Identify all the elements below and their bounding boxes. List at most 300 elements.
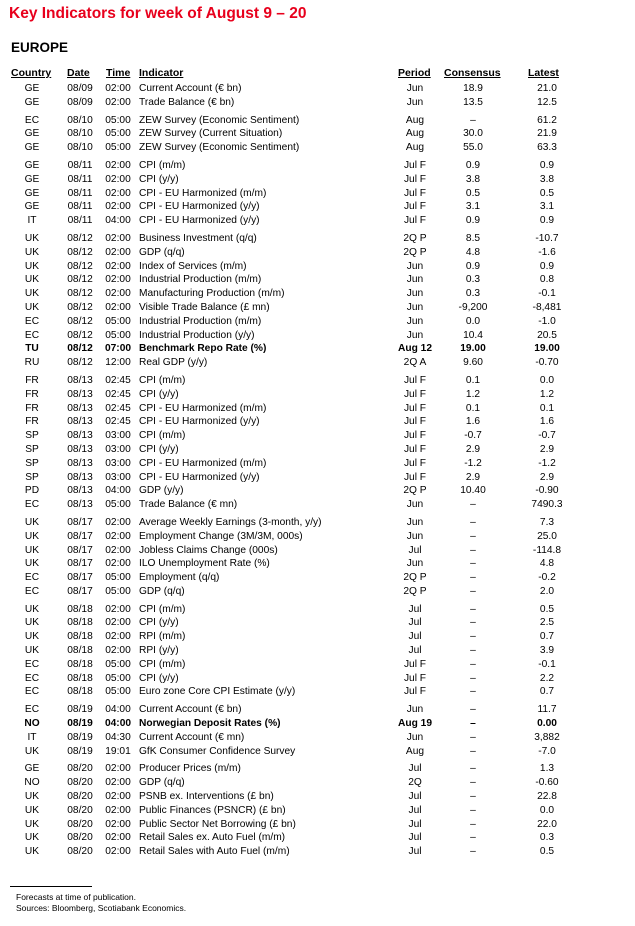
cell-latest: 7.3 <box>539 516 555 528</box>
cell-indicator: ZEW Survey (Current Situation) <box>139 128 283 140</box>
cell-country: SP <box>25 471 39 483</box>
cell-latest: -10.7 <box>535 232 559 244</box>
cell-time: 02:00 <box>105 846 131 858</box>
cell-consensus: – <box>470 745 476 757</box>
cell-consensus: – <box>470 658 476 670</box>
table-row <box>0 96 635 110</box>
row-group <box>0 159 635 228</box>
cell-time: 02:00 <box>105 603 131 615</box>
cell-indicator: CPI - EU Harmonized (y/y) <box>139 416 260 428</box>
cell-indicator: CPI (m/m) <box>139 603 186 615</box>
row-group <box>0 703 635 758</box>
table-row <box>0 585 635 599</box>
cell-time: 05:00 <box>105 315 131 327</box>
cell-consensus: – <box>470 804 476 816</box>
cell-indicator: CPI (m/m) <box>139 658 186 670</box>
cell-time: 02:00 <box>105 232 131 244</box>
cell-consensus: – <box>470 672 476 684</box>
cell-period: Jun <box>406 499 424 511</box>
cell-latest: 2.0 <box>539 585 555 597</box>
cell-indicator: Producer Prices (m/m) <box>139 763 241 775</box>
cell-date: 08/12 <box>67 288 93 300</box>
cell-indicator: Benchmark Repo Rate (%) <box>139 343 267 355</box>
table-row <box>0 273 635 287</box>
cell-indicator: Jobless Claims Change (000s) <box>139 544 278 556</box>
cell-consensus: 10.4 <box>463 329 483 341</box>
cell-time: 05:00 <box>105 329 131 341</box>
cell-consensus: 2.9 <box>465 471 481 483</box>
footnote-sources: Sources: Bloomberg, Scotiabank Economics. <box>16 903 187 913</box>
cell-country: EC <box>24 585 40 597</box>
cell-date: 08/12 <box>67 260 93 272</box>
cell-indicator: CPI - EU Harmonized (y/y) <box>139 201 260 213</box>
cell-consensus: 0.1 <box>465 402 481 414</box>
row-group <box>0 232 635 370</box>
cell-time: 02:00 <box>105 187 131 199</box>
cell-period: Jun <box>406 274 424 286</box>
cell-date: 08/18 <box>67 686 93 698</box>
table-row <box>0 831 635 845</box>
cell-period: Jun <box>406 731 424 743</box>
cell-time: 04:30 <box>105 731 131 743</box>
table-row <box>0 571 635 585</box>
cell-country: EC <box>24 572 40 584</box>
cell-latest: 2.2 <box>539 672 555 684</box>
cell-country: SP <box>25 457 39 469</box>
cell-time: 02:00 <box>105 173 131 185</box>
cell-latest: 21.0 <box>537 83 557 94</box>
cell-consensus: -1.2 <box>464 457 482 469</box>
cell-country: GE <box>24 83 40 94</box>
header-country: Country <box>11 67 52 79</box>
table-row <box>0 530 635 544</box>
header-indicator: Indicator <box>139 67 184 79</box>
cell-time: 02:00 <box>105 516 131 528</box>
table-row <box>0 301 635 315</box>
cell-date: 08/17 <box>67 530 93 542</box>
cell-country: EC <box>24 672 40 684</box>
table-row <box>0 603 635 617</box>
cell-time: 12:00 <box>105 357 131 369</box>
cell-period: Jun <box>406 329 424 341</box>
row-group <box>0 603 635 700</box>
cell-indicator: Trade Balance (€ bn) <box>139 96 235 108</box>
cell-consensus: 3.1 <box>465 201 481 213</box>
cell-country: GE <box>24 763 40 775</box>
page-title: Key Indicators for week of August 9 – 20 <box>9 5 307 22</box>
cell-time: 07:00 <box>104 343 132 355</box>
table-row <box>0 246 635 260</box>
cell-indicator: GDP (q/q) <box>139 585 185 597</box>
cell-indicator: Manufacturing Production (m/m) <box>139 288 285 300</box>
footnote-forecasts: Forecasts at time of publication. <box>16 892 137 902</box>
header-latest: Latest <box>528 67 559 79</box>
cell-consensus: 1.6 <box>465 416 481 428</box>
cell-indicator: CPI (y/y) <box>139 443 179 455</box>
cell-time: 05:00 <box>105 572 131 584</box>
cell-indicator: Industrial Production (y/y) <box>139 329 255 341</box>
header-time: Time <box>106 67 131 79</box>
cell-consensus: 19.00 <box>460 343 486 355</box>
cell-consensus: – <box>470 585 476 597</box>
table-row <box>0 329 635 343</box>
cell-latest: 3.8 <box>539 173 555 185</box>
cell-country: NO <box>24 777 40 789</box>
cell-latest: 1.2 <box>539 388 555 400</box>
cell-consensus: 18.9 <box>463 83 483 94</box>
cell-latest: 20.5 <box>537 329 557 341</box>
cell-latest: 0.0 <box>539 374 555 386</box>
cell-indicator: Euro zone Core CPI Estimate (y/y) <box>139 686 296 698</box>
cell-period: Jul F <box>403 173 427 185</box>
cell-date: 08/12 <box>67 343 93 355</box>
cell-latest: -7.0 <box>538 745 556 757</box>
cell-date: 08/12 <box>67 274 93 286</box>
cell-latest: 7490.3 <box>531 499 563 511</box>
cell-indicator: Average Weekly Earnings (3-month, y/y) <box>139 516 322 528</box>
cell-indicator: CPI (m/m) <box>139 430 186 442</box>
table-row <box>0 127 635 141</box>
cell-indicator: ZEW Survey (Economic Sentiment) <box>139 142 300 154</box>
cell-date: 08/20 <box>67 846 93 858</box>
cell-indicator: Industrial Production (m/m) <box>139 315 262 327</box>
cell-latest: 1.3 <box>539 763 555 775</box>
table-row <box>0 845 635 859</box>
cell-country: GE <box>24 142 40 154</box>
cell-country: EC <box>24 658 40 670</box>
cell-date: 08/18 <box>67 672 93 684</box>
cell-country: GE <box>24 128 40 140</box>
cell-latest: 0.3 <box>539 832 555 844</box>
cell-date: 08/09 <box>67 96 93 108</box>
cell-country: EC <box>24 686 40 698</box>
cell-latest: 4.8 <box>539 558 555 570</box>
cell-time: 02:00 <box>105 201 131 213</box>
cell-period: Jul F <box>403 430 427 442</box>
cell-country: NO <box>24 718 40 730</box>
cell-latest: 22.0 <box>537 818 557 830</box>
table-row <box>0 429 635 443</box>
cell-latest: 19.00 <box>534 343 560 355</box>
cell-country: UK <box>24 530 40 542</box>
cell-period: Jul F <box>403 416 427 428</box>
cell-country: UK <box>24 645 40 657</box>
cell-consensus: 2.9 <box>465 443 481 455</box>
cell-consensus: – <box>470 686 476 698</box>
cell-date: 08/13 <box>67 457 93 469</box>
table-row <box>0 457 635 471</box>
cell-time: 05:00 <box>105 686 131 698</box>
cell-country: UK <box>24 846 40 858</box>
cell-consensus: – <box>470 516 476 528</box>
cell-consensus: 0.1 <box>465 374 481 386</box>
cell-indicator: CPI (y/y) <box>139 388 179 400</box>
cell-latest: -0.90 <box>535 485 559 497</box>
cell-consensus: – <box>470 114 476 126</box>
cell-time: 02:00 <box>105 791 131 803</box>
cell-date: 08/09 <box>67 83 93 94</box>
table-row <box>0 516 635 530</box>
cell-country: TU <box>25 343 39 355</box>
cell-period: Jul F <box>403 402 427 414</box>
cell-country: UK <box>24 603 40 615</box>
cell-period: Jul F <box>403 388 427 400</box>
cell-consensus: -0.7 <box>464 430 482 442</box>
cell-date: 08/19 <box>67 704 93 716</box>
row-group <box>0 82 635 110</box>
cell-date: 08/17 <box>67 572 93 584</box>
cell-consensus: – <box>470 718 476 730</box>
cell-latest: -1.6 <box>538 246 556 258</box>
cell-time: 04:00 <box>105 704 131 716</box>
cell-period: Jun <box>406 704 424 716</box>
cell-time: 02:45 <box>105 374 131 386</box>
cell-date: 08/11 <box>67 173 93 185</box>
cell-date: 08/18 <box>67 645 93 657</box>
cell-indicator: Retail Sales ex. Auto Fuel (m/m) <box>139 832 286 844</box>
cell-country: UK <box>24 617 40 629</box>
cell-date: 08/20 <box>67 777 93 789</box>
cell-latest: 1.6 <box>539 416 555 428</box>
cell-country: RU <box>24 357 40 369</box>
cell-consensus: -9,200 <box>458 301 488 313</box>
table-row <box>0 790 635 804</box>
cell-indicator: CPI - EU Harmonized (m/m) <box>139 457 267 469</box>
cell-consensus: 0.3 <box>465 274 481 286</box>
cell-country: UK <box>24 301 40 313</box>
cell-indicator: Index of Services (m/m) <box>139 260 247 272</box>
cell-consensus: 3.8 <box>465 173 481 185</box>
cell-country: FR <box>25 416 39 428</box>
cell-date: 08/20 <box>67 791 93 803</box>
cell-period: Jul F <box>403 457 427 469</box>
cell-period: Jun <box>406 530 424 542</box>
cell-latest: 61.2 <box>537 114 557 126</box>
cell-consensus: – <box>470 818 476 830</box>
cell-date: 08/20 <box>67 818 93 830</box>
cell-time: 19:01 <box>105 745 131 757</box>
cell-country: UK <box>24 544 40 556</box>
cell-latest: -0.1 <box>538 288 556 300</box>
cell-date: 08/13 <box>67 374 93 386</box>
cell-consensus: – <box>470 617 476 629</box>
table-row <box>0 685 635 699</box>
cell-latest: 3.1 <box>539 201 555 213</box>
cell-country: EC <box>24 114 40 126</box>
table-row <box>0 672 635 686</box>
cell-indicator: CPI - EU Harmonized (y/y) <box>139 215 260 227</box>
cell-time: 02:00 <box>105 804 131 816</box>
cell-time: 03:00 <box>105 443 131 455</box>
cell-consensus: – <box>470 763 476 775</box>
cell-indicator: Public Finances (PSNCR) (£ bn) <box>139 804 286 816</box>
table-row <box>0 200 635 214</box>
cell-indicator: RPI (m/m) <box>139 631 186 643</box>
row-group <box>0 374 635 512</box>
cell-consensus: 30.0 <box>463 128 483 140</box>
cell-country: UK <box>24 631 40 643</box>
cell-time: 02:45 <box>105 388 131 400</box>
cell-country: EC <box>24 329 40 341</box>
cell-period: 2Q P <box>403 485 427 497</box>
cell-period: Jun <box>406 83 424 94</box>
cell-latest: 0.7 <box>539 631 555 643</box>
table-row <box>0 818 635 832</box>
cell-period: Jun <box>406 558 424 570</box>
cell-period: Jun <box>406 315 424 327</box>
table-row <box>0 544 635 558</box>
cell-period: Jun <box>406 301 424 313</box>
cell-consensus: 0.3 <box>465 288 481 300</box>
cell-date: 08/13 <box>67 416 93 428</box>
cell-latest: 21.9 <box>537 128 557 140</box>
cell-latest: -8,481 <box>532 301 562 313</box>
cell-date: 08/13 <box>67 430 93 442</box>
cell-time: 02:00 <box>105 763 131 775</box>
cell-date: 08/12 <box>67 301 93 313</box>
cell-time: 02:00 <box>105 818 131 830</box>
cell-country: UK <box>24 232 40 244</box>
cell-latest: 63.3 <box>537 142 557 154</box>
cell-period: Jul F <box>403 374 427 386</box>
cell-latest: 0.9 <box>539 215 555 227</box>
table-row <box>0 471 635 485</box>
row-group <box>0 762 635 859</box>
cell-consensus: 9.60 <box>463 357 483 369</box>
cell-latest: 0.9 <box>539 159 555 171</box>
cell-country: FR <box>25 388 39 400</box>
cell-date: 08/10 <box>67 142 93 154</box>
cell-indicator: Public Sector Net Borrowing (£ bn) <box>139 818 296 830</box>
cell-period: Jul F <box>403 215 427 227</box>
cell-country: UK <box>24 818 40 830</box>
cell-consensus: – <box>470 558 476 570</box>
cell-consensus: 13.5 <box>463 96 483 108</box>
cell-consensus: 4.8 <box>465 246 481 258</box>
cell-time: 05:00 <box>105 142 131 154</box>
cell-latest: 25.0 <box>537 530 557 542</box>
table-row <box>0 159 635 173</box>
cell-date: 08/13 <box>67 388 93 400</box>
cell-period: Jul <box>408 791 422 803</box>
cell-date: 08/13 <box>67 402 93 414</box>
cell-date: 08/10 <box>67 114 93 126</box>
table-row <box>0 374 635 388</box>
cell-time: 02:00 <box>105 558 131 570</box>
table-row <box>0 187 635 201</box>
cell-country: EC <box>24 315 40 327</box>
cell-date: 08/10 <box>67 128 93 140</box>
cell-period: Jun <box>406 96 424 108</box>
table-row <box>0 173 635 187</box>
cell-consensus: – <box>470 530 476 542</box>
cell-period: 2Q P <box>403 572 427 584</box>
cell-period: Jun <box>406 516 424 528</box>
cell-date: 08/18 <box>67 603 93 615</box>
cell-time: 02:00 <box>105 83 131 94</box>
cell-consensus: 0.0 <box>465 315 481 327</box>
cell-date: 08/12 <box>67 315 93 327</box>
table-row <box>0 717 635 731</box>
cell-country: UK <box>24 832 40 844</box>
table-row <box>0 498 635 512</box>
cell-country: UK <box>24 558 40 570</box>
cell-indicator: Trade Balance (€ mn) <box>139 499 238 511</box>
cell-country: IT <box>27 731 37 743</box>
cell-latest: -1.0 <box>538 315 556 327</box>
cell-time: 04:00 <box>105 215 131 227</box>
cell-period: Aug <box>405 142 425 154</box>
header-consensus: Consensus <box>444 67 501 79</box>
table-row <box>0 342 635 356</box>
cell-time: 03:00 <box>105 430 131 442</box>
cell-indicator: Current Account (€ mn) <box>139 731 245 743</box>
cell-indicator: Norwegian Deposit Rates (%) <box>139 718 281 730</box>
cell-time: 05:00 <box>105 585 131 597</box>
cell-time: 02:00 <box>105 645 131 657</box>
cell-country: UK <box>24 274 40 286</box>
cell-time: 02:00 <box>105 260 131 272</box>
cell-consensus: – <box>470 777 476 789</box>
cell-consensus: – <box>470 499 476 511</box>
cell-date: 08/11 <box>67 201 93 213</box>
section-heading: EUROPE <box>11 40 69 55</box>
cell-latest: 0.5 <box>539 603 555 615</box>
cell-time: 02:00 <box>105 246 131 258</box>
cell-country: GE <box>24 159 40 171</box>
cell-period: Jul <box>408 846 422 858</box>
cell-period: Aug <box>405 128 425 140</box>
cell-latest: 2.5 <box>539 617 555 629</box>
cell-period: Jul <box>408 763 422 775</box>
cell-consensus: 0.9 <box>465 159 481 171</box>
cell-consensus: – <box>470 832 476 844</box>
cell-latest: 2.9 <box>539 471 555 483</box>
cell-time: 04:00 <box>105 485 131 497</box>
cell-consensus: – <box>470 631 476 643</box>
cell-period: Jun <box>406 260 424 272</box>
cell-country: FR <box>25 402 39 414</box>
cell-country: SP <box>25 430 39 442</box>
table-row <box>0 141 635 155</box>
cell-period: Jul <box>408 617 422 629</box>
cell-country: FR <box>25 374 39 386</box>
cell-date: 08/13 <box>67 471 93 483</box>
cell-period: 2Q <box>408 777 422 789</box>
cell-country: UK <box>24 516 40 528</box>
row-group <box>0 516 635 599</box>
table-row <box>0 388 635 402</box>
cell-date: 08/20 <box>67 763 93 775</box>
cell-indicator: Real GDP (y/y) <box>139 357 208 369</box>
cell-country: SP <box>25 443 39 455</box>
cell-indicator: CPI - EU Harmonized (y/y) <box>139 471 260 483</box>
cell-date: 08/17 <box>67 558 93 570</box>
cell-date: 08/12 <box>67 357 93 369</box>
cell-time: 02:45 <box>105 416 131 428</box>
table-row <box>0 415 635 429</box>
cell-indicator: Employment Change (3M/3M, 000s) <box>139 530 303 542</box>
table-row <box>0 703 635 717</box>
cell-period: Jun <box>406 288 424 300</box>
cell-indicator: Visible Trade Balance (£ mn) <box>139 301 270 313</box>
cell-indicator: Current Account (€ bn) <box>139 704 242 716</box>
cell-time: 02:00 <box>105 544 131 556</box>
cell-latest: 3,882 <box>534 731 560 743</box>
cell-period: Jul <box>408 832 422 844</box>
cell-time: 05:00 <box>105 499 131 511</box>
cell-time: 05:00 <box>105 672 131 684</box>
